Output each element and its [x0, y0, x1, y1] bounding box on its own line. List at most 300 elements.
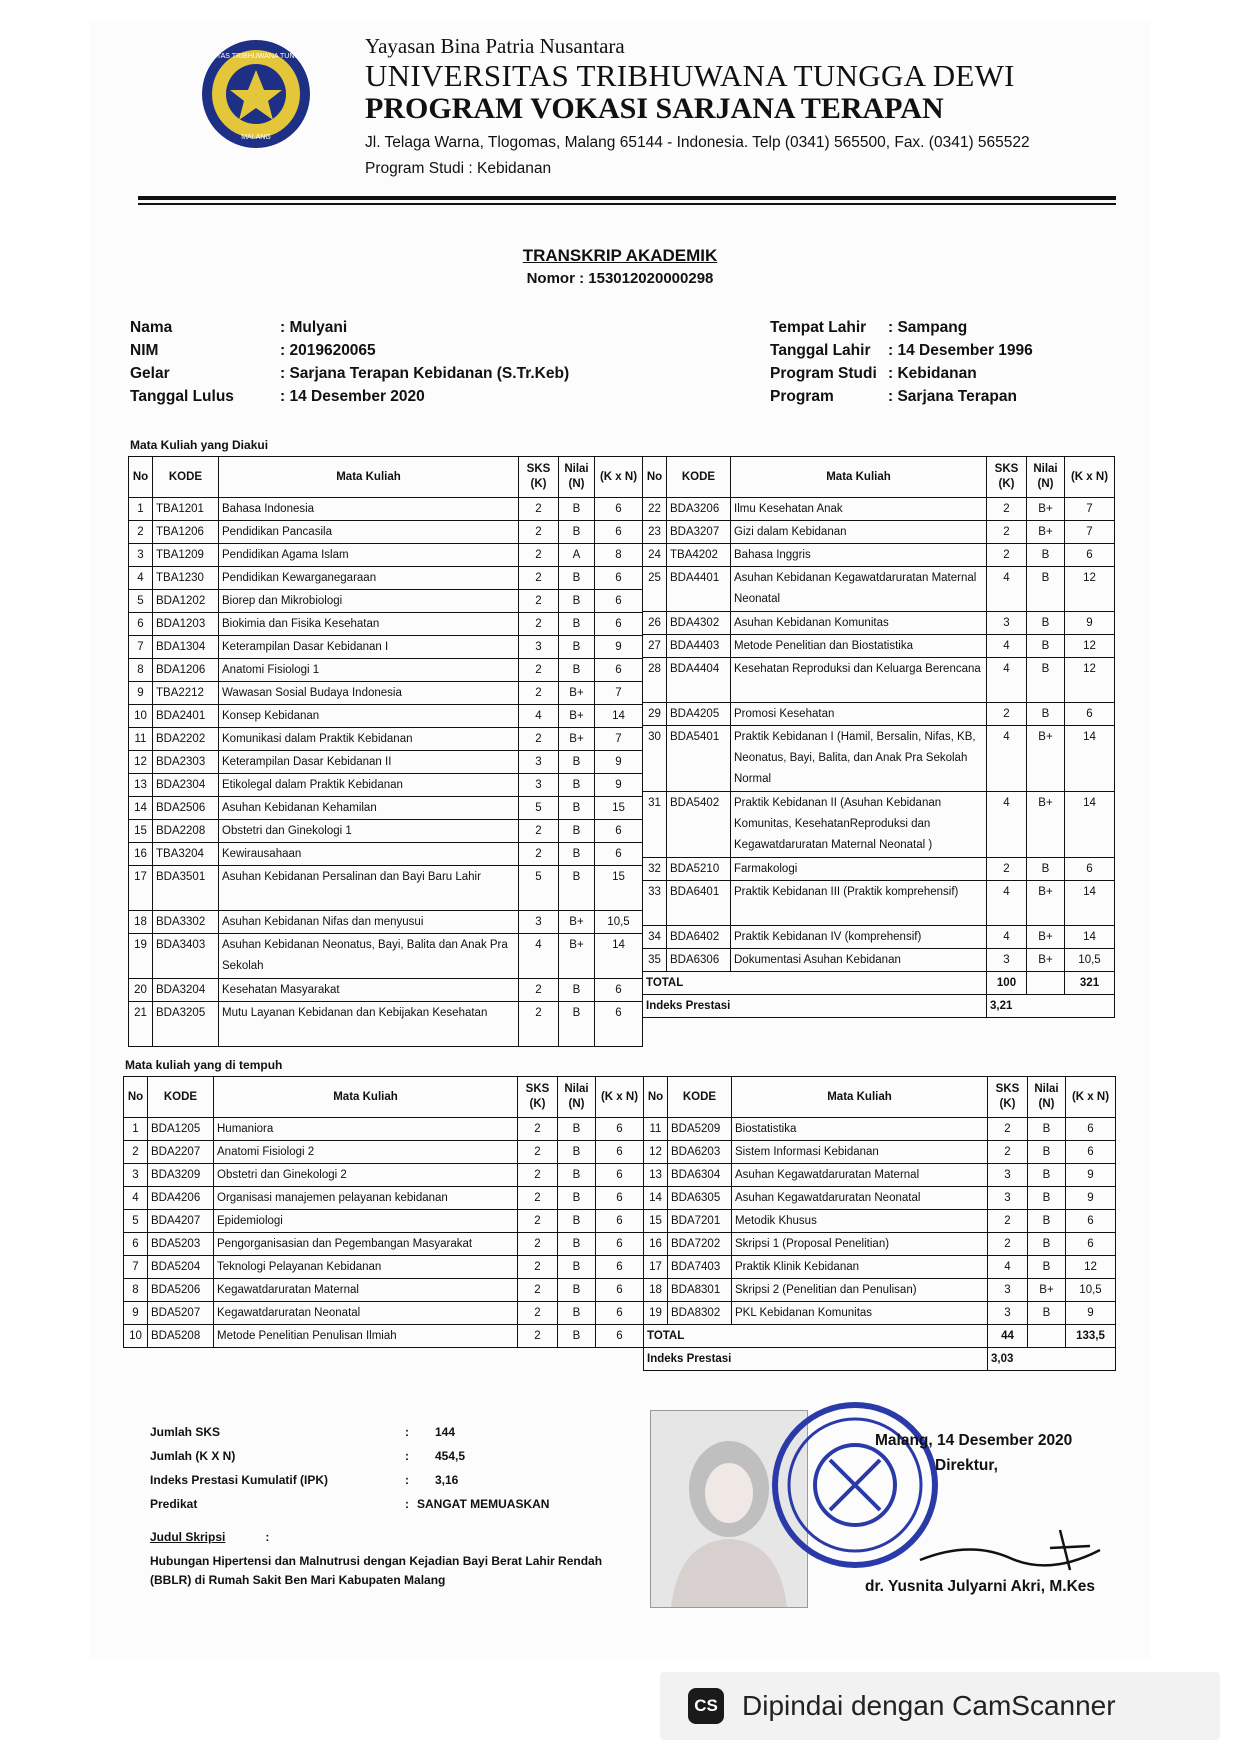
letterhead — [183, 30, 1100, 180]
cell-sks: 4 — [987, 567, 1027, 612]
cell-no: 14 — [129, 797, 153, 820]
summary-row: Jumlah (K X N) : 454,5 — [150, 1449, 466, 1463]
cell-mata-kuliah: Pendidikan Agama Islam — [219, 544, 519, 567]
cell-kxn: 6 — [596, 1256, 644, 1279]
cell-nilai: B — [559, 521, 595, 544]
table-row — [643, 949, 1115, 972]
cell-no: 18 — [129, 911, 153, 934]
cell-no: 11 — [129, 728, 153, 751]
cell-sks: 2 — [987, 521, 1027, 544]
header-rule — [138, 196, 1116, 200]
table-row — [129, 774, 643, 797]
cell-mata-kuliah: Asuhan Kebidanan Nifas dan menyusui — [219, 911, 519, 934]
cell-nilai: B — [1027, 544, 1065, 567]
cell-no: 15 — [129, 820, 153, 843]
cell-no: 10 — [124, 1325, 148, 1348]
cell-no: 7 — [129, 636, 153, 659]
table-row — [129, 728, 643, 751]
cell-kxn: 12 — [1065, 567, 1115, 612]
ip-row — [643, 995, 1115, 1018]
cell-kode: BDA3403 — [153, 934, 219, 979]
ip-row — [644, 1348, 1116, 1371]
table-row — [644, 1210, 1116, 1233]
cell-sks: 4 — [519, 934, 559, 979]
cell-kode: BDA4205 — [667, 703, 731, 726]
cell-sks: 2 — [987, 544, 1027, 567]
table-row — [129, 911, 643, 934]
info-row: Tanggal Lulus : 14 Desember 2020 — [130, 388, 425, 405]
table-row — [124, 1233, 644, 1256]
cell-nilai: B — [1027, 858, 1065, 881]
cell-nilai: A — [559, 544, 595, 567]
cell-sks: 2 — [518, 1187, 558, 1210]
cell-mata-kuliah: Asuhan Kebidanan Komunitas — [731, 612, 987, 635]
cell-kode: BDA8302 — [668, 1302, 732, 1325]
table-row — [643, 703, 1115, 726]
cell-sks: 2 — [519, 544, 559, 567]
cell-kxn: 10,5 — [1065, 949, 1115, 972]
cell-no: 7 — [124, 1256, 148, 1279]
cell-kxn: 9 — [595, 774, 643, 797]
cell-sks: 3 — [519, 636, 559, 659]
cell-sks: 2 — [988, 1141, 1028, 1164]
header-rule-thin — [138, 203, 1116, 205]
cell-kode: BDA2304 — [153, 774, 219, 797]
cell-kode: BDA5204 — [148, 1256, 214, 1279]
table-row — [643, 567, 1115, 612]
camscanner-badge — [660, 1672, 1220, 1740]
cell-kode: BDA5401 — [667, 726, 731, 792]
table-row — [129, 567, 643, 590]
cell-mata-kuliah: Praktik Klinik Kebidanan — [732, 1256, 988, 1279]
thesis-title-label: Judul Skripsi : — [150, 1530, 270, 1544]
cell-no: 6 — [124, 1233, 148, 1256]
summary-row: Predikat : SANGAT MEMUASKAN — [150, 1497, 550, 1511]
cell-kxn: 6 — [1065, 544, 1115, 567]
cell-kode: BDA5203 — [148, 1233, 214, 1256]
cell-kode: BDA3206 — [667, 498, 731, 521]
cell-nilai: B — [559, 613, 595, 636]
cell-mata-kuliah: Metode Penelitian dan Biostatistika — [731, 635, 987, 658]
cell-kode: TBA1201 — [153, 498, 219, 521]
cell-sks: 5 — [519, 797, 559, 820]
table-row — [124, 1325, 644, 1348]
grades-table-ditempuh-right — [643, 1076, 1116, 1371]
ip-label: Indeks Prestasi — [644, 1348, 988, 1371]
cell-kode: BDA2202 — [153, 728, 219, 751]
cell-nilai: B — [559, 979, 595, 1002]
cell-nilai: B — [558, 1256, 596, 1279]
foundation-name: Yayasan Bina Patria Nusantara — [365, 34, 625, 58]
table-row — [129, 705, 643, 728]
cell-no: 19 — [129, 934, 153, 979]
cell-no: 28 — [643, 658, 667, 703]
cell-kxn: 9 — [1066, 1187, 1116, 1210]
thesis-title: Hubungan Hipertensi dan Malnutrusi dengan Kejadian Bayi Berat Lahir Rendah (BBLR) di Rumah Sakit Ben Mari Kabupaten Malang — [150, 1554, 603, 1587]
table-header-row: No KODE Mata Kuliah SKS (K) Nilai (N) (K x N) — [124, 1077, 644, 1118]
cell-nilai: B — [1028, 1187, 1066, 1210]
table-row — [643, 635, 1115, 658]
cell-kode: BDA5207 — [148, 1302, 214, 1325]
table-row — [129, 751, 643, 774]
cell-mata-kuliah: Anatomi Fisiologi 2 — [214, 1141, 518, 1164]
cell-no: 31 — [643, 792, 667, 858]
cell-mata-kuliah: Kegawatdaruratan Neonatal — [214, 1302, 518, 1325]
cell-kxn: 9 — [1066, 1302, 1116, 1325]
cell-mata-kuliah: Sistem Informasi Kebidanan — [732, 1141, 988, 1164]
cell-sks: 2 — [518, 1256, 558, 1279]
cell-kxn: 6 — [1066, 1210, 1116, 1233]
table-row — [129, 590, 643, 613]
cell-nilai: B — [1027, 658, 1065, 703]
cell-sks: 2 — [987, 858, 1027, 881]
cell-no: 34 — [643, 926, 667, 949]
cell-mata-kuliah: Metodik Khusus — [732, 1210, 988, 1233]
camscanner-text: Dipindai dengan CamScanner — [742, 1690, 1116, 1721]
study-program: Program Studi : Kebidanan — [365, 160, 552, 177]
cell-mata-kuliah: Kegawatdaruratan Maternal — [214, 1279, 518, 1302]
cell-kode: BDA4302 — [667, 612, 731, 635]
cell-kode: BDA4404 — [667, 658, 731, 703]
cell-nilai: B+ — [559, 911, 595, 934]
cell-kode: BDA4207 — [148, 1210, 214, 1233]
cell-no: 19 — [644, 1302, 668, 1325]
table-row — [643, 858, 1115, 881]
table-row — [129, 521, 643, 544]
cell-kode: BDA4403 — [667, 635, 731, 658]
cell-nilai: B — [1028, 1302, 1066, 1325]
cell-no: 1 — [129, 498, 153, 521]
cell-sks: 3 — [519, 774, 559, 797]
cell-kode: TBA1230 — [153, 567, 219, 590]
seal-city: MALANG — [241, 134, 271, 141]
cell-mata-kuliah: Asuhan Kegawatdaruratan Maternal — [732, 1164, 988, 1187]
cell-nilai: B — [1028, 1164, 1066, 1187]
cell-no: 35 — [643, 949, 667, 972]
cell-kxn: 6 — [595, 498, 643, 521]
info-row: Nama : Mulyani — [130, 319, 348, 336]
cell-kode: TBA1209 — [153, 544, 219, 567]
cell-no: 12 — [644, 1141, 668, 1164]
cell-nilai: B+ — [1027, 926, 1065, 949]
cell-no: 30 — [643, 726, 667, 792]
cell-nilai: B+ — [1027, 792, 1065, 858]
cell-no: 25 — [643, 567, 667, 612]
cell-kxn: 12 — [1065, 635, 1115, 658]
cell-mata-kuliah: Pengorganisasian dan Pegembangan Masyarakat — [214, 1233, 518, 1256]
cell-mata-kuliah: Komunikasi dalam Praktik Kebidanan — [219, 728, 519, 751]
table-row — [643, 612, 1115, 635]
cell-nilai: B — [559, 567, 595, 590]
cell-kode: BDA6402 — [667, 926, 731, 949]
table-row — [643, 544, 1115, 567]
cell-mata-kuliah: Kesehatan Reproduksi dan Keluarga Berencana — [731, 658, 987, 703]
cell-no: 8 — [129, 659, 153, 682]
cell-kode: BDA1205 — [148, 1118, 214, 1141]
cell-kxn: 6 — [595, 1002, 643, 1047]
document-title: TRANSKRIP AKADEMIK — [522, 246, 718, 265]
cell-no: 26 — [643, 612, 667, 635]
cell-no: 21 — [129, 1002, 153, 1047]
cell-no: 13 — [129, 774, 153, 797]
cell-mata-kuliah: Konsep Kebidanan — [219, 705, 519, 728]
cell-kxn: 6 — [1066, 1141, 1116, 1164]
cell-sks: 3 — [988, 1164, 1028, 1187]
table-row — [124, 1302, 644, 1325]
cell-sks: 4 — [987, 881, 1027, 926]
cell-mata-kuliah: Ilmu Kesehatan Anak — [731, 498, 987, 521]
table-row — [643, 498, 1115, 521]
cell-mata-kuliah: Kesehatan Masyarakat — [219, 979, 519, 1002]
cell-mata-kuliah: Dokumentasi Asuhan Kebidanan — [731, 949, 987, 972]
table-row — [129, 797, 643, 820]
cell-kode: BDA3209 — [148, 1164, 214, 1187]
cell-nilai: B — [1028, 1118, 1066, 1141]
cell-sks: 2 — [519, 979, 559, 1002]
section-title-ditempuh: Mata kuliah yang di tempuh — [125, 1058, 283, 1072]
cell-no: 12 — [129, 751, 153, 774]
document-number: Nomor : 153012020000298 — [526, 270, 714, 287]
cell-mata-kuliah: Obstetri dan Ginekologi 1 — [219, 820, 519, 843]
cell-mata-kuliah: Teknologi Pelayanan Kebidanan — [214, 1256, 518, 1279]
cell-sks: 2 — [987, 703, 1027, 726]
cell-mata-kuliah: Metode Penelitian Penulisan Ilmiah — [214, 1325, 518, 1348]
cell-no: 16 — [644, 1233, 668, 1256]
cell-sks: 2 — [519, 659, 559, 682]
cell-no: 8 — [124, 1279, 148, 1302]
cell-nilai: B — [558, 1302, 596, 1325]
table-row — [129, 1002, 643, 1047]
cell-no: 18 — [644, 1279, 668, 1302]
camscanner-logo-icon: CS — [688, 1688, 724, 1724]
ip-value: 3,03 — [988, 1348, 1116, 1371]
table-row — [643, 726, 1115, 792]
cell-kode: BDA7201 — [668, 1210, 732, 1233]
cell-no: 24 — [643, 544, 667, 567]
cell-mata-kuliah: Pendidikan Kewarganegaraan — [219, 567, 519, 590]
cell-mata-kuliah: Humaniora — [214, 1118, 518, 1141]
table-row — [644, 1164, 1116, 1187]
table-row — [643, 658, 1115, 703]
cell-kode: BDA3205 — [153, 1002, 219, 1047]
cell-kxn: 6 — [596, 1210, 644, 1233]
cell-kxn: 6 — [595, 979, 643, 1002]
cell-sks: 2 — [518, 1279, 558, 1302]
cell-no: 9 — [124, 1302, 148, 1325]
cell-kode: BDA2401 — [153, 705, 219, 728]
info-row: Tanggal Lahir : 14 Desember 1996 — [770, 342, 1033, 359]
cell-nilai: B — [559, 590, 595, 613]
cell-no: 29 — [643, 703, 667, 726]
table-row — [124, 1164, 644, 1187]
university-seal-icon — [183, 38, 329, 150]
cell-no: 5 — [129, 590, 153, 613]
cell-sks: 3 — [988, 1279, 1028, 1302]
cell-kxn: 14 — [595, 934, 643, 979]
cell-kode: BDA5209 — [668, 1118, 732, 1141]
info-row: Gelar : Sarjana Terapan Kebidanan (S.Tr.Keb) — [130, 365, 570, 382]
cell-mata-kuliah: Bahasa Inggris — [731, 544, 987, 567]
student-info-left — [130, 316, 569, 408]
cell-sks: 3 — [987, 949, 1027, 972]
cell-kode: TBA1206 — [153, 521, 219, 544]
cell-kode: BDA5402 — [667, 792, 731, 858]
cell-nilai: B+ — [559, 728, 595, 751]
cell-mata-kuliah: Biostatistika — [732, 1118, 988, 1141]
cell-mata-kuliah: Mutu Layanan Kebidanan dan Kebijakan Kesehatan — [219, 1002, 519, 1047]
cell-nilai: B — [559, 797, 595, 820]
cell-kxn: 14 — [1065, 726, 1115, 792]
cell-kode: BDA6306 — [667, 949, 731, 972]
cell-sks: 4 — [987, 635, 1027, 658]
cell-kxn: 14 — [1065, 881, 1115, 926]
table-row — [129, 820, 643, 843]
cell-kxn: 9 — [595, 636, 643, 659]
cell-kode: BDA5208 — [148, 1325, 214, 1348]
cell-kode: BDA6401 — [667, 881, 731, 926]
cell-sks: 2 — [519, 590, 559, 613]
cell-mata-kuliah: Biokimia dan Fisika Kesehatan — [219, 613, 519, 636]
cell-nilai: B — [1028, 1233, 1066, 1256]
cell-sks: 3 — [519, 751, 559, 774]
cell-no: 27 — [643, 635, 667, 658]
cell-kxn: 6 — [595, 820, 643, 843]
cell-no: 6 — [129, 613, 153, 636]
table-row — [644, 1187, 1116, 1210]
cell-nilai: B — [558, 1141, 596, 1164]
cell-nilai: B — [1027, 703, 1065, 726]
seal-text: UNIVERSITAS TRIBHUWANA TUNGGADEWI — [183, 53, 329, 60]
cell-no: 3 — [124, 1164, 148, 1187]
table-row — [124, 1141, 644, 1164]
cell-mata-kuliah: Etikolegal dalam Praktik Kebidanan — [219, 774, 519, 797]
table-row — [124, 1279, 644, 1302]
cell-nilai: B+ — [1027, 498, 1065, 521]
cell-kxn: 6 — [596, 1187, 644, 1210]
cell-kode: BDA6305 — [668, 1187, 732, 1210]
table-row — [129, 498, 643, 521]
cell-kxn: 9 — [1065, 612, 1115, 635]
cell-mata-kuliah: Praktik Kebidanan I (Hamil, Bersalin, Nifas, KB, Neonatus, Bayi, Balita, dan Anak Pra Sekolah Normal — [731, 726, 987, 792]
summary-row: Indeks Prestasi Kumulatif (IPK) : 3,16 — [150, 1473, 459, 1487]
cell-sks: 2 — [519, 682, 559, 705]
cell-kode: BDA1206 — [153, 659, 219, 682]
cell-nilai: B — [558, 1233, 596, 1256]
cell-no: 17 — [129, 866, 153, 911]
info-row: Program : Sarjana Terapan — [770, 388, 1017, 405]
table-row — [644, 1118, 1116, 1141]
cell-sks: 2 — [987, 498, 1027, 521]
cell-sks: 5 — [519, 866, 559, 911]
cell-mata-kuliah: Asuhan Kebidanan Kehamilan — [219, 797, 519, 820]
cell-sks: 2 — [518, 1118, 558, 1141]
cell-kxn: 6 — [595, 843, 643, 866]
cell-nilai: B — [559, 636, 595, 659]
cell-kode: BDA8301 — [668, 1279, 732, 1302]
table-row — [643, 926, 1115, 949]
address: Jl. Telaga Warna, Tlogomas, Malang 65144 - Indonesia. Telp (0341) 565500, Fax. (0341) 565522 — [365, 134, 1030, 151]
cell-nilai: B+ — [1027, 949, 1065, 972]
cell-nilai: B — [558, 1210, 596, 1233]
table-row — [129, 636, 643, 659]
cell-sks: 4 — [987, 926, 1027, 949]
cell-kode: BDA3204 — [153, 979, 219, 1002]
total-row — [643, 972, 1115, 995]
cell-sks: 2 — [518, 1325, 558, 1348]
cell-kxn: 15 — [595, 866, 643, 911]
cell-no: 17 — [644, 1256, 668, 1279]
cell-no: 1 — [124, 1118, 148, 1141]
cell-kxn: 10,5 — [595, 911, 643, 934]
cell-kxn: 8 — [595, 544, 643, 567]
cell-kxn: 6 — [596, 1164, 644, 1187]
cell-nilai: B+ — [1027, 521, 1065, 544]
cell-sks: 3 — [987, 612, 1027, 635]
cell-sks: 2 — [518, 1164, 558, 1187]
cell-mata-kuliah: PKL Kebidanan Komunitas — [732, 1302, 988, 1325]
cell-kxn: 7 — [595, 682, 643, 705]
cell-sks: 2 — [988, 1233, 1028, 1256]
cell-mata-kuliah: Gizi dalam Kebidanan — [731, 521, 987, 544]
cell-no: 4 — [124, 1187, 148, 1210]
cell-nilai: B — [558, 1118, 596, 1141]
cell-kode: TBA3204 — [153, 843, 219, 866]
cell-mata-kuliah: Bahasa Indonesia — [219, 498, 519, 521]
cell-sks: 2 — [519, 1002, 559, 1047]
cell-kxn: 9 — [1066, 1164, 1116, 1187]
cell-mata-kuliah: Praktik Kebidanan IV (komprehensif) — [731, 926, 987, 949]
cell-kode: TBA2212 — [153, 682, 219, 705]
cell-sks: 4 — [987, 726, 1027, 792]
cell-nilai: B — [1028, 1210, 1066, 1233]
table-row — [644, 1233, 1116, 1256]
cell-kxn: 6 — [596, 1233, 644, 1256]
cell-kxn: 7 — [1065, 521, 1115, 544]
cell-mata-kuliah: Wawasan Sosial Budaya Indonesia — [219, 682, 519, 705]
cell-nilai: B+ — [559, 705, 595, 728]
cell-kode: BDA5206 — [148, 1279, 214, 1302]
cell-kode: BDA4206 — [148, 1187, 214, 1210]
cell-sks: 4 — [987, 658, 1027, 703]
cell-no: 14 — [644, 1187, 668, 1210]
cell-no: 9 — [129, 682, 153, 705]
cell-kode: BDA3302 — [153, 911, 219, 934]
cell-no: 10 — [129, 705, 153, 728]
cell-sks: 2 — [988, 1210, 1028, 1233]
table-header-row: No KODE Mata Kuliah SKS (K) Nilai (N) (K x N) — [129, 457, 643, 498]
cell-mata-kuliah: Biorep dan Mikrobiologi — [219, 590, 519, 613]
cell-nilai: B — [559, 1002, 595, 1047]
grades-table-ditempuh-left — [123, 1076, 644, 1348]
cell-nilai: B — [558, 1164, 596, 1187]
cell-sks: 3 — [988, 1187, 1028, 1210]
cell-kxn: 6 — [596, 1279, 644, 1302]
cell-nilai: B — [1028, 1141, 1066, 1164]
cell-kode: BDA7403 — [668, 1256, 732, 1279]
program-name: PROGRAM VOKASI SARJANA TERAPAN — [365, 92, 944, 125]
cell-sks: 2 — [519, 728, 559, 751]
table-row — [643, 881, 1115, 926]
cell-nilai: B — [559, 498, 595, 521]
summary-row: Jumlah SKS : 144 — [150, 1425, 456, 1439]
cell-nilai: B — [1027, 635, 1065, 658]
table-header-row: No KODE Mata Kuliah SKS (K) Nilai (N) (K x N) — [643, 457, 1115, 498]
cell-sks: 3 — [988, 1302, 1028, 1325]
cell-no: 11 — [644, 1118, 668, 1141]
cell-kxn: 6 — [596, 1302, 644, 1325]
cell-no: 20 — [129, 979, 153, 1002]
table-row — [129, 934, 643, 979]
